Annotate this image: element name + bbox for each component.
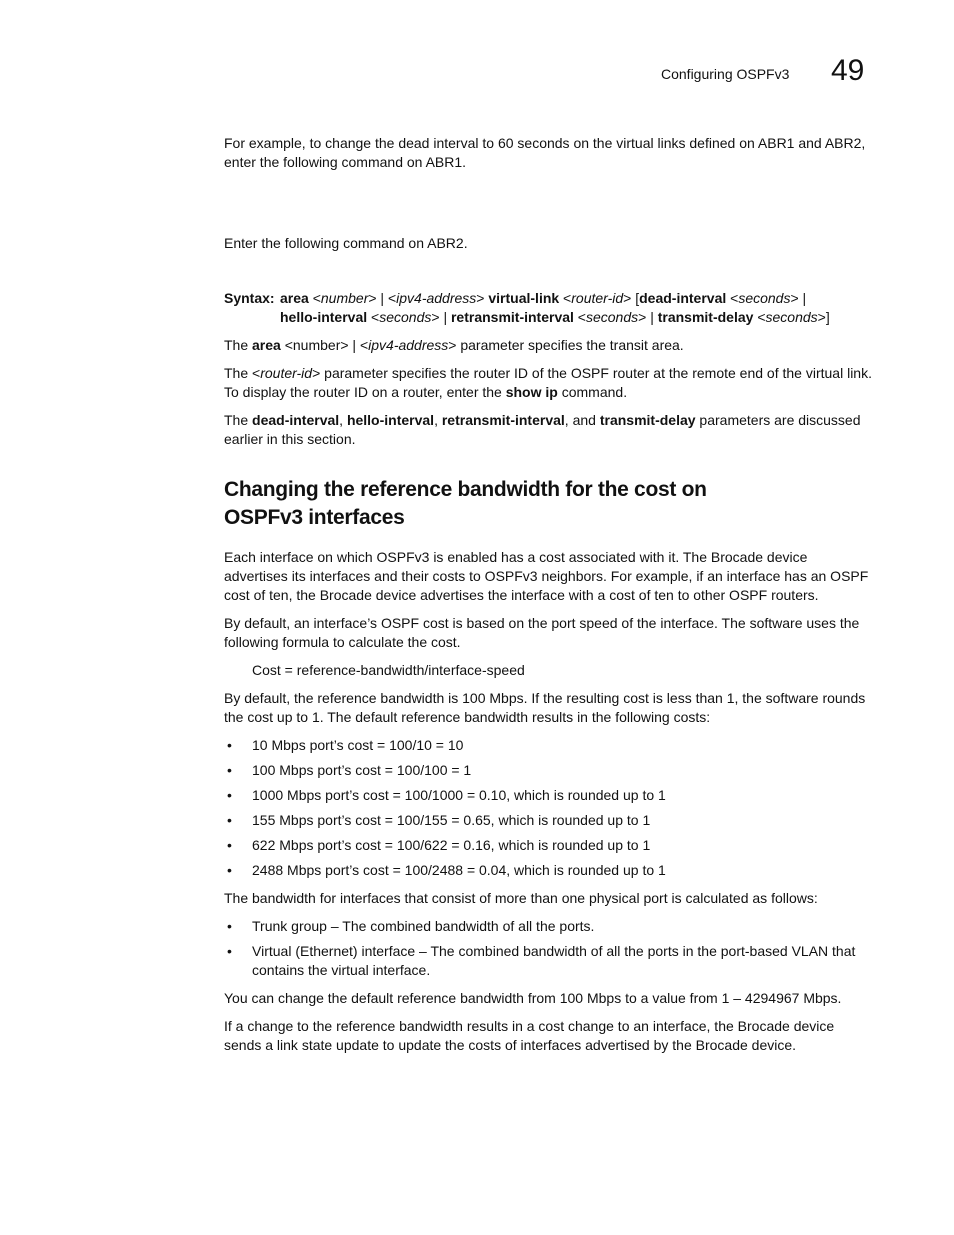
- syntax-text: > |: [790, 290, 807, 306]
- multi-port-list: [224, 917, 874, 980]
- syntax-body: [280, 289, 830, 327]
- bullet-icon: •: [227, 862, 232, 878]
- keyword-dead-interval: dead-interval: [639, 290, 727, 306]
- text: The: [224, 337, 253, 353]
- section-paragraph-1: Each interface on which OSPFv3 is enabled has a cost associated with it. The Brocade device advertises its interfaces and their costs to OSPFv3 neighbors. For example, if an interface has an OSPF cost of ten, the Brocade device advertises the interface with a cost of ten to other OSPF routers.: [224, 549, 869, 603]
- param-seconds: seconds: [585, 309, 639, 325]
- text: > parameter specifies the transit area.: [448, 337, 684, 353]
- keyword-area: area: [252, 337, 281, 353]
- syntax-text: <: [559, 290, 572, 306]
- text: ,: [434, 412, 442, 428]
- syntax-text: <: [573, 309, 586, 325]
- text: parameters are discussed earlier in this section.: [224, 412, 861, 447]
- list-item: [224, 942, 874, 980]
- param-seconds: seconds: [738, 290, 791, 306]
- param-ipv4-address: ipv4-address: [368, 337, 449, 353]
- syntax-text: > | <: [368, 290, 397, 306]
- syntax-text: <: [308, 290, 321, 306]
- list-item-text: 155 Mbps port’s cost = 100/155 = 0.65, which is rounded up to 1: [252, 812, 651, 828]
- keyword-virtual-link: virtual-link: [488, 290, 560, 306]
- param-seconds: seconds: [379, 309, 432, 325]
- list-item-text: 1000 Mbps port’s cost = 100/1000 = 0.10, which is rounded up to 1: [252, 787, 666, 803]
- param-router-id: router-id: [571, 290, 624, 306]
- syntax-text: >: [476, 290, 489, 306]
- list-item: [224, 811, 874, 830]
- text: > parameter specifies the router ID of the OSPF router at the remote end of the virtual link. To display the router ID on a router, enter the: [224, 365, 872, 400]
- bullet-icon: •: [227, 762, 232, 778]
- syntax-label: Syntax:: [224, 290, 275, 306]
- section-paragraph-3: By default, the reference bandwidth is 100 Mbps. If the resulting cost is less than 1, the software rounds the cost up to 1. The default reference bandwidth results in the following costs:: [224, 690, 866, 725]
- area-description: [224, 336, 874, 355]
- list-item: [224, 917, 874, 936]
- param-number: number: [320, 290, 369, 306]
- param-ipv4-address: ipv4-address: [396, 290, 477, 306]
- bullet-icon: •: [227, 737, 232, 753]
- section-paragraph-4: The bandwidth for interfaces that consist of more than one physical port is calculated as follows:: [224, 890, 818, 906]
- list-item: [224, 786, 874, 805]
- keyword-transmit-delay: transmit-delay: [599, 412, 696, 428]
- running-header-title: Configuring OSPFv3: [661, 66, 790, 82]
- intro-paragraph: For example, to change the dead interval to 60 seconds on the virtual links defined on ABR1 and ABR2, enter the following command on ABR1.: [224, 135, 866, 170]
- bullet-icon: •: [227, 787, 232, 803]
- section-paragraph-5: You can change the default reference bandwidth from 100 Mbps to a value from 1 – 4294967 Mbps.: [224, 990, 842, 1006]
- list-item: [224, 861, 874, 880]
- keyword-dead-interval: dead-interval: [252, 412, 340, 428]
- syntax-text: <: [726, 290, 739, 306]
- bullet-icon: •: [227, 837, 232, 853]
- list-item-text: 2488 Mbps port’s cost = 100/2488 = 0.04, which is rounded up to 1: [252, 862, 666, 878]
- router-id-description: [224, 364, 874, 402]
- list-item-text: 10 Mbps port’s cost = 100/10 = 10: [252, 737, 464, 753]
- list-item: [224, 836, 874, 855]
- list-item-text: 622 Mbps port’s cost = 100/622 = 0.16, which is rounded up to 1: [252, 837, 651, 853]
- syntax-line-2: [280, 308, 830, 327]
- bullet-icon: •: [227, 812, 232, 828]
- text: The: [224, 412, 253, 428]
- section-paragraph-2: By default, an interface’s OSPF cost is based on the port speed of the interface. The software uses the following formula to calculate the cost.: [224, 615, 860, 650]
- syntax-text: > |: [638, 309, 658, 325]
- param-seconds: seconds: [765, 309, 818, 325]
- bullet-icon: •: [227, 943, 232, 959]
- text: The <: [224, 365, 261, 381]
- keyword-transmit-delay: transmit-delay: [657, 309, 754, 325]
- syntax-text: > [: [623, 290, 640, 306]
- section-heading: Changing the reference bandwidth for the cost on OSPFv3 interfaces: [224, 478, 707, 529]
- section-paragraph-6: If a change to the reference bandwidth results in a cost change to an interface, the Brocade device sends a link state update to update the costs of interfaces advertised by the Brocade device.: [224, 1018, 835, 1053]
- syntax-text: > |: [431, 309, 451, 325]
- text: command.: [557, 384, 628, 400]
- list-item: [224, 736, 874, 755]
- parameters-description: [224, 411, 874, 449]
- bullet-icon: •: [227, 918, 232, 934]
- text: , and: [564, 412, 600, 428]
- list-item-text: Virtual (Ethernet) interface – The combined bandwidth of all the ports in the port-based VLAN that contains the virtual interface.: [252, 943, 856, 978]
- intro-paragraph-abr2: Enter the following command on ABR2.: [224, 235, 468, 251]
- keyword-hello-interval: hello-interval: [280, 309, 368, 325]
- keyword-hello-interval: hello-interval: [346, 412, 435, 428]
- syntax-block: [224, 289, 874, 327]
- param-router-id: router-id: [260, 365, 313, 381]
- command-show-ip: show ip: [505, 384, 558, 400]
- syntax-text: >]: [817, 309, 830, 325]
- syntax-text: <: [367, 309, 380, 325]
- text: <number> | <: [280, 337, 369, 353]
- syntax-line-1: [280, 289, 830, 308]
- cost-formula: Cost = reference-bandwidth/interface-speed: [252, 662, 525, 678]
- list-item-text: 100 Mbps port’s cost = 100/100 = 1: [252, 762, 472, 778]
- syntax-text: <: [753, 309, 766, 325]
- keyword-retransmit-interval: retransmit-interval: [450, 309, 574, 325]
- text: ,: [339, 412, 347, 428]
- keyword-retransmit-interval: retransmit-interval: [441, 412, 565, 428]
- list-item-text: Trunk group – The combined bandwidth of all the ports.: [252, 918, 595, 934]
- chapter-number: 49: [831, 54, 865, 87]
- keyword-area: area: [280, 290, 309, 306]
- page-content: [224, 134, 874, 1055]
- list-item: [224, 761, 874, 780]
- cost-list: [224, 736, 874, 880]
